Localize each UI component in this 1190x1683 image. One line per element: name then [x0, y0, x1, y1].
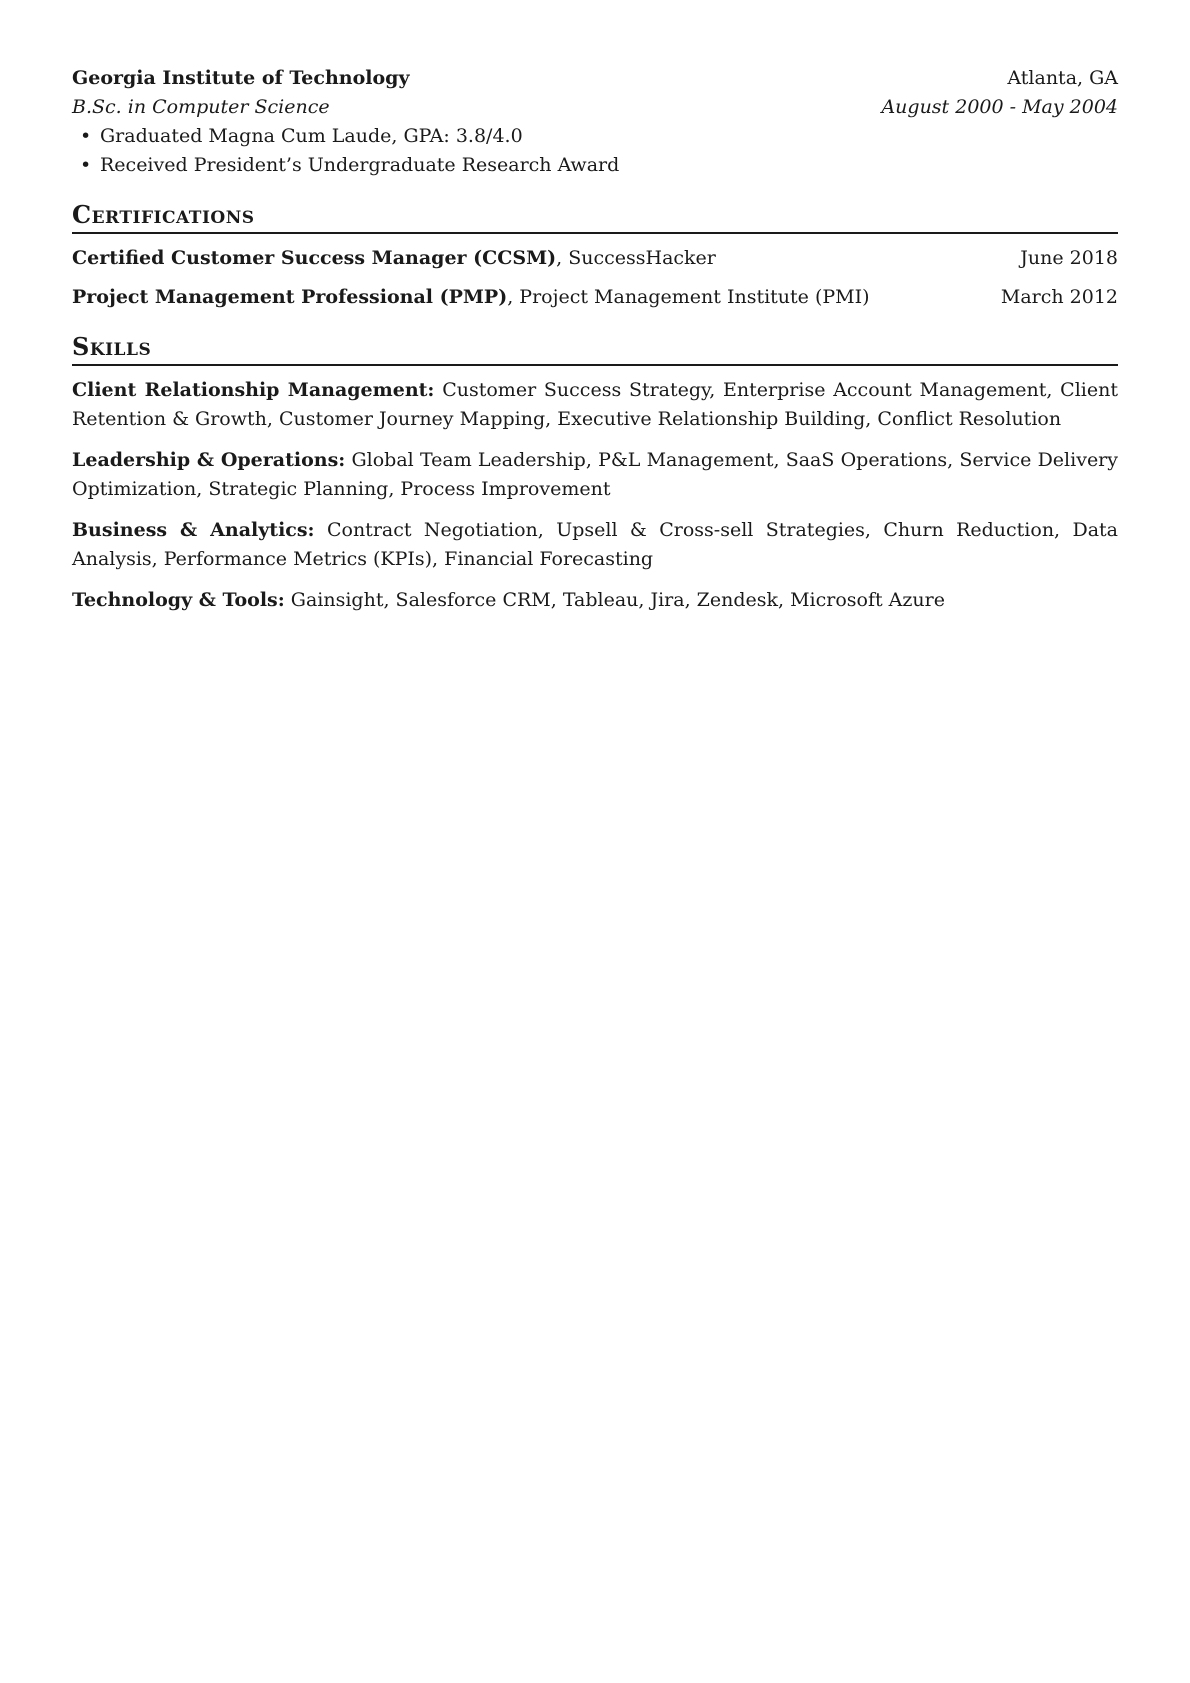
education-bullet: • Received President’s Undergraduate Research Award [80, 151, 1118, 180]
education-header-row [72, 64, 1118, 93]
education-dates: August 2000 - May 2004 [881, 96, 1118, 118]
certification-issuer: , SuccessHacker [556, 247, 716, 269]
skill-group [72, 376, 1118, 434]
institution-location: Atlanta, GA [1007, 67, 1118, 89]
skill-group-label: Client Relationship Management: [72, 379, 435, 401]
certification-date: June 2018 [1020, 247, 1118, 269]
skills-list [72, 376, 1118, 615]
skill-group-text: Global Team Leadership, P&L Management, SaaS Operations, Service Delivery Optimization, Strategic Planning, Process Improvement [72, 449, 1118, 500]
education-degree-row [72, 93, 1118, 122]
certifications-heading: Certifications [72, 200, 1118, 234]
skill-group-label: Leadership & Operations: [72, 449, 346, 471]
education-entry [72, 64, 1118, 180]
skill-group-label: Business & Analytics: [72, 519, 315, 541]
certification-name: Certified Customer Success Manager (CCSM) [72, 247, 557, 269]
certification-entry [72, 283, 1118, 312]
skill-group-text: Gainsight, Salesforce CRM, Tableau, Jira, Zendesk, Microsoft Azure [284, 589, 945, 611]
institution-name: Georgia Institute of Technology [72, 67, 410, 89]
certification-issuer: , Project Management Institute (PMI) [507, 286, 870, 308]
certification-text [72, 244, 716, 273]
certifications-list [72, 244, 1118, 312]
certification-text [72, 283, 870, 312]
education-bullet-list [72, 122, 1118, 180]
skill-group-label: Technology & Tools: [72, 589, 285, 611]
skill-group-text: Customer Success Strategy, Enterprise Account Management, Client Retention & Growth, Customer Journey Mapping, Executive Relationship Building, Conflict Resolution [72, 379, 1118, 430]
skills-heading: Skills [72, 332, 1118, 366]
skill-group-text: Contract Negotiation, Upsell & Cross-sell Strategies, Churn Reduction, Data Analysis, Performance Metrics (KPIs), Financial Forecasting [72, 519, 1119, 570]
certification-date: March 2012 [1000, 286, 1118, 308]
education-bullet: • Graduated Magna Cum Laude, GPA: 3.8/4.0 [80, 122, 1118, 151]
certification-name: Project Management Professional (PMP) [72, 286, 508, 308]
degree: B.Sc. in Computer Science [72, 96, 330, 118]
skill-group [72, 446, 1118, 504]
skill-group [72, 516, 1118, 574]
skill-group [72, 586, 1118, 615]
certification-entry [72, 244, 1118, 273]
